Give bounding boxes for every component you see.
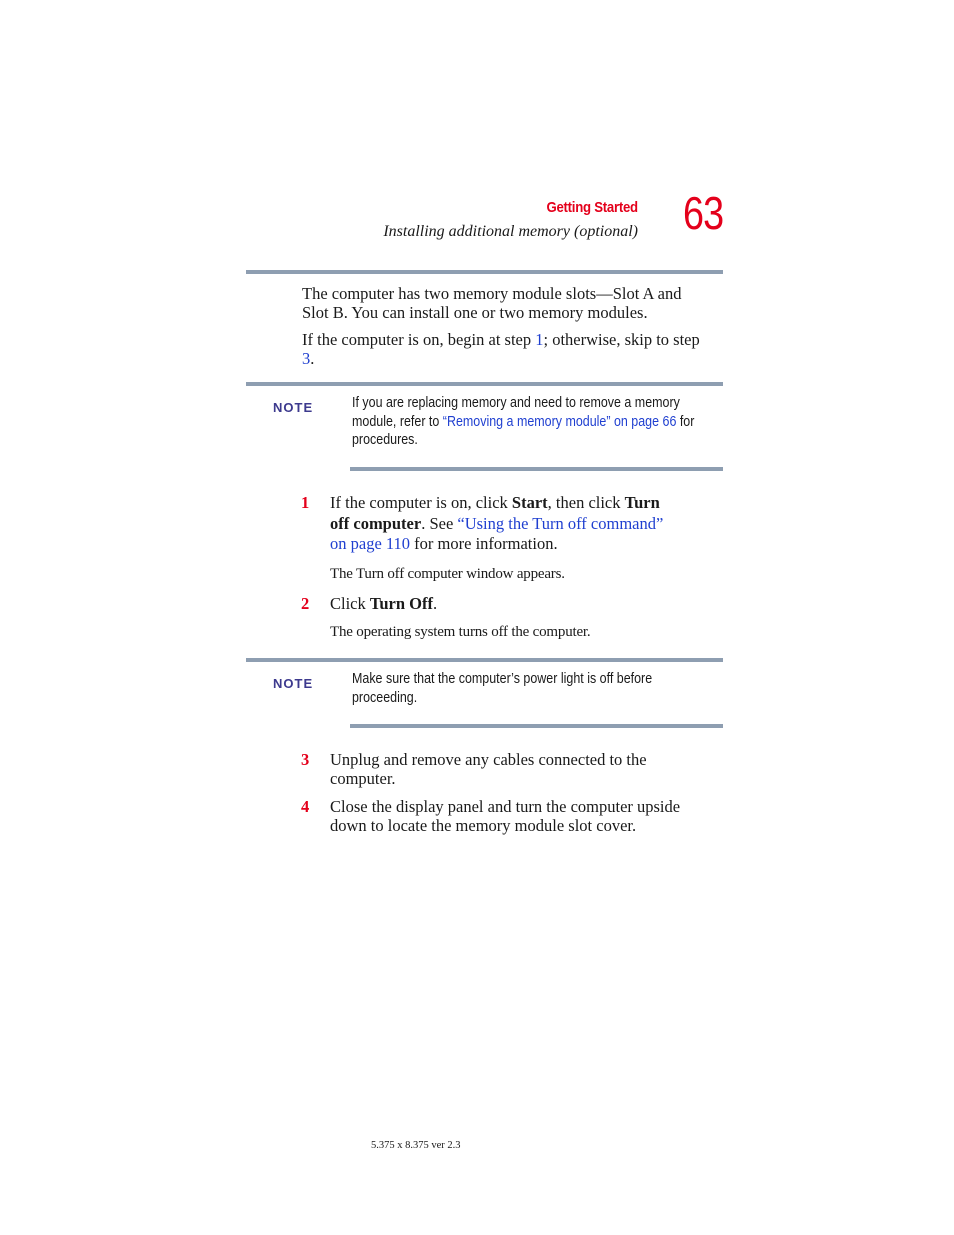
section-subtitle: Installing additional memory (optional) [383, 223, 638, 240]
page-footer: 5.375 x 8.375 ver 2.3 [371, 1140, 461, 1151]
note-1-top-rule [246, 382, 723, 386]
turn-off-computer-term: Turn off computer [330, 493, 660, 533]
intro-text-2a: If the computer is on, begin at step [302, 330, 536, 349]
page-header [0, 0, 954, 270]
header-rule [246, 270, 723, 274]
note-2-text: Make sure that the computer’s power light is off before proceeding. [352, 671, 653, 706]
intro-text-2c: . [310, 349, 315, 368]
step-2-text-a: Click [330, 594, 370, 613]
note-2-top-rule [246, 658, 723, 662]
step-1-text-b: , then click [547, 493, 625, 512]
step-1-text [330, 493, 680, 555]
page-number: 63 [683, 187, 724, 239]
turn-off-command-link[interactable]: “Using the Turn off command” on page 110 [330, 513, 664, 553]
section-title: Getting Started [546, 199, 638, 216]
intro-text-2b: ; otherwise, skip to step [543, 330, 700, 349]
note-2-label: NOTE [273, 676, 314, 691]
step-1-text-a: If the computer is on, click [330, 493, 512, 512]
step-1-number: 1 [301, 493, 310, 512]
step-3-link[interactable]: 3 [302, 349, 311, 368]
step-3-number: 3 [301, 750, 310, 769]
removing-memory-link[interactable]: “Removing a memory module” on page 66 [442, 413, 677, 430]
step-1-text-c: . See [421, 513, 458, 533]
note-1-text [352, 394, 705, 450]
step-1-text-d: for more information. [410, 534, 558, 553]
intro-text-1: The computer has two memory module slots—Slot A and Slot B. You can install one or two memory modules. [302, 284, 682, 322]
note-1-text-a: If you are replacing memory and need to remove a memory module, refer to [352, 395, 680, 430]
step-2-text-b: . [433, 594, 438, 613]
step-1-result: The Turn off computer window appears. [330, 566, 565, 582]
intro-paragraph-2 [302, 330, 712, 368]
step-4-text: Close the display panel and turn the computer upside down to locate the memory module slot cover. [330, 797, 681, 835]
step-4-number: 4 [301, 797, 310, 816]
step-2-text [330, 594, 680, 615]
note-2-bottom-rule [350, 724, 723, 728]
turn-off-term: Turn Off [369, 594, 433, 613]
step-2-number: 2 [301, 594, 310, 613]
note-1-bottom-rule [350, 467, 723, 471]
start-term: Start [511, 493, 548, 512]
step-2-result: The operating system turns off the computer. [330, 624, 591, 640]
step-3-text: Unplug and remove any cables connected to the computer. [330, 750, 647, 788]
note-1-text-b: for procedures. [352, 413, 695, 448]
note-1-label: NOTE [273, 400, 314, 415]
step-1-link[interactable]: 1 [535, 330, 544, 349]
intro-paragraph-1 [302, 284, 712, 322]
